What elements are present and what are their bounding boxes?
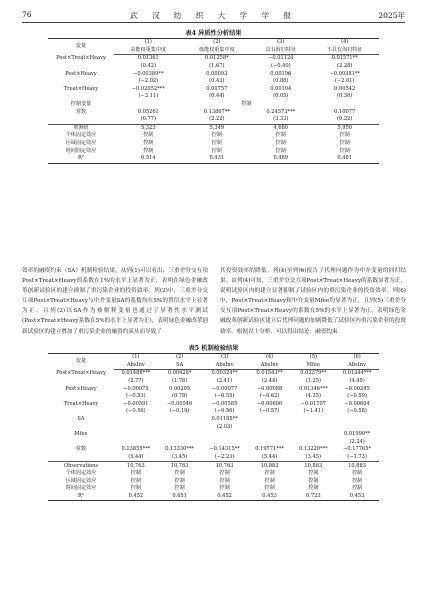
table-cell: 0.00196 <box>270 70 292 77</box>
row-label: Post×Heavy <box>65 70 97 77</box>
table-cell: (−0.62) <box>259 393 280 400</box>
table4 <box>48 38 379 164</box>
table-cell: (3.45) <box>171 453 188 460</box>
table-row <box>48 470 379 478</box>
table-cell: (−2.02) <box>138 78 159 85</box>
table-row <box>48 378 379 386</box>
table-cell: 控制 <box>241 101 252 107</box>
header-row <box>48 354 379 362</box>
table5 <box>48 353 379 501</box>
column-number: (3) <box>202 354 248 362</box>
table-cell: 0.01488*** <box>121 370 151 377</box>
table-row <box>48 423 379 431</box>
table-cell: 0.00104 <box>270 85 292 92</box>
table-cell <box>248 431 292 439</box>
table-cell: 0.13330*** <box>165 446 194 453</box>
table-cell <box>248 423 292 431</box>
row-label: Treat×Heavy <box>63 400 99 407</box>
table-cell: (2.22) <box>209 116 225 123</box>
page-number: 76 <box>22 10 32 19</box>
table-cell: 0.01258* <box>205 55 229 62</box>
column-header-variable: 变量 <box>48 354 114 370</box>
table-cell: 控制 <box>174 477 185 484</box>
table-cell: −0.00585 <box>211 400 238 407</box>
table-cell: (3.33) <box>273 116 289 123</box>
row-label: SA <box>77 416 85 422</box>
table-cell: 5,950 <box>310 124 379 132</box>
table-cell: 0.431 <box>183 155 252 163</box>
column-name: 不具有海归特征 <box>310 47 379 55</box>
row-label: 区域固定效应 <box>65 139 97 146</box>
table-cell: 0.00093 <box>206 70 228 77</box>
table-cell <box>291 439 335 447</box>
table-cell: (−0.55) <box>214 393 235 400</box>
table-cell: (−1.73) <box>347 453 367 460</box>
row-label: 观测值 <box>48 124 114 132</box>
table-cell: (2.28) <box>337 63 353 70</box>
table-row <box>48 63 379 71</box>
table-cell: −0.00285 <box>344 385 370 392</box>
table-cell: 控制 <box>211 139 222 146</box>
table-cell: (−0.53) <box>126 393 146 400</box>
table-cell: (4.45) <box>349 378 365 385</box>
table-cell: (1.78) <box>171 378 188 385</box>
table-cell: 0.24573*** <box>266 108 296 115</box>
table-cell: 0.01346*** <box>298 385 328 392</box>
table-row <box>48 462 379 470</box>
row-label: Treat×Heavy <box>63 85 99 92</box>
table-row <box>48 140 379 148</box>
row-label: 个体固定效应 <box>65 132 97 139</box>
table-cell: 控制 <box>219 477 230 484</box>
table-cell: (2.03) <box>216 423 233 430</box>
table-cell: (0.44) <box>209 93 225 100</box>
table-cell: 5,323 <box>114 124 183 132</box>
table-cell: 控制 <box>275 147 286 154</box>
table-cell: 0.651 <box>158 493 202 501</box>
table-cell <box>335 416 379 424</box>
row-label: 区域固定效应 <box>65 477 97 484</box>
column-number: (2) <box>183 39 252 47</box>
table-cell: (−3.11) <box>138 93 159 100</box>
table-cell: 0.13220*** <box>298 446 328 453</box>
table-cell: (3.45) <box>305 453 321 460</box>
table-cell: (4.35) <box>305 393 321 400</box>
table-cell: 0.481 <box>310 155 379 163</box>
column-name: SA <box>158 362 202 370</box>
table-cell: 控制 <box>174 470 185 477</box>
table4-caption: 表4 异质性分析结果 <box>185 30 242 37</box>
table-row <box>48 385 379 393</box>
table-cell: 控制 <box>339 147 350 154</box>
table-cell: 控制 <box>339 132 350 139</box>
table-cell: −0.01124 <box>268 55 294 62</box>
table-row <box>48 431 379 439</box>
column-number: (1) <box>114 354 158 362</box>
table-cell: 0.01990** <box>344 431 371 438</box>
table-cell: (1.67) <box>209 63 225 70</box>
table-cell: 控制 <box>130 470 141 477</box>
table-row <box>48 78 379 86</box>
column-number: (6) <box>335 354 379 362</box>
journal-year: 2025年 <box>378 11 405 20</box>
table-cell: 10,763 <box>158 462 202 470</box>
column-name: Mfee <box>291 362 335 370</box>
table-cell: 0.453 <box>335 493 379 501</box>
table-cell: (−0.19) <box>169 408 190 415</box>
row-label: 常数 <box>75 446 87 453</box>
table-cell: −0.00600 <box>256 400 283 407</box>
table-cell: (0.42) <box>140 63 156 70</box>
paragraph-right: 其投资效率的降低。列(4)至列(6)报告了代理问题作为中介变量的回归结果。由列(4)可知，三重差分交互项Post×Treat×Heavy的系数显著为正，说明试验区内的建立显著抑制了试验区内的重污染企业的投资效率。列(6)中，Post×Treat×Heavy和中介变量Mfee均显著为正，且列(5)三重差分交互项Post×Treat×Heavy的系数在5%的水平上显著为正，表明绿色金融改革创新试验区建立后代理问题的加剧降低了试验区内重污染企业的投资效率。根据以上分析，可以得出结论：融资约束 <box>220 268 406 335</box>
table-cell: 0.01185** <box>211 416 238 422</box>
row-label: Post×Treat×Heavy <box>56 55 106 62</box>
table-row <box>48 70 379 78</box>
column-name: AbsInv <box>114 362 158 370</box>
table-cell <box>248 439 292 447</box>
column-number: (2) <box>158 354 202 362</box>
table-cell: (−0.57) <box>259 408 280 415</box>
table-cell: (5.44) <box>261 453 278 460</box>
table-cell: 0.00324** <box>211 370 238 377</box>
table-cell <box>114 416 158 424</box>
table-cell: −0.00591 <box>123 400 149 407</box>
table-cell: 0.723 <box>291 493 335 501</box>
column-number: (4) <box>248 354 292 362</box>
row-label <box>48 116 114 124</box>
table-cell: 控制 <box>143 139 154 146</box>
column-number: (5) <box>291 354 335 362</box>
table-row <box>48 155 379 163</box>
table-row <box>48 439 379 447</box>
table-cell: −0.00389** <box>133 70 164 77</box>
table-cell <box>291 431 335 439</box>
row-label: R² <box>48 493 114 501</box>
table-row <box>48 408 379 416</box>
table-cell: 5,349 <box>183 124 252 132</box>
table-cell: 0.489 <box>251 155 310 163</box>
column-name: AbsInv <box>335 362 379 370</box>
table-cell: 10,763 <box>202 462 248 470</box>
table-cell: 0.05261 <box>137 108 159 115</box>
table-cell: 0.01571** <box>331 55 358 62</box>
table-cell: 10,883 <box>248 462 292 470</box>
table-cell: 控制 <box>130 485 141 492</box>
table-cell: −0.00088 <box>256 385 283 392</box>
table-row <box>48 132 379 140</box>
table-cell: 控制 <box>130 477 141 484</box>
row-label: Post×Treat×Heavy <box>56 370 106 377</box>
table-cell: 控制 <box>211 132 222 139</box>
table-cell: (1.25) <box>305 378 321 385</box>
table-cell: 0.452 <box>114 493 158 501</box>
table-cell <box>335 423 379 431</box>
table-row <box>48 485 379 493</box>
table-cell: (0.77) <box>140 116 156 123</box>
table-cell: 4,680 <box>251 124 310 132</box>
table-cell: 控制 <box>143 132 154 139</box>
table-row <box>48 401 379 409</box>
table-cell: −0.00075 <box>123 385 149 392</box>
table-cell: 控制 <box>352 477 363 484</box>
table-cell: 0.13867** <box>203 108 230 115</box>
table-cell: 控制 <box>264 485 275 492</box>
table-cell: 控制 <box>308 470 319 477</box>
table-cell: (−0.59) <box>347 393 367 400</box>
table-cell: 控制 <box>275 139 286 146</box>
table-row <box>48 493 379 501</box>
row-label: 时间固定效应 <box>65 485 97 492</box>
table-cell: (−0.56) <box>214 408 235 415</box>
table-cell <box>202 439 248 447</box>
table-cell: 控制 <box>264 477 275 484</box>
body-text-right <box>220 266 406 337</box>
column-number: (1) <box>114 39 183 47</box>
table-cell: 0.01344*** <box>342 370 372 377</box>
row-label <box>48 454 114 462</box>
row-label <box>48 378 114 386</box>
table-cell: 0.514 <box>114 155 183 163</box>
row-label: 个体固定效应 <box>65 470 97 477</box>
row-label: 时间固定效应 <box>65 147 97 154</box>
table-cell: 0.00757 <box>206 85 228 92</box>
row-label: Observations <box>48 462 114 470</box>
row-label: Mfee <box>74 431 88 438</box>
table-cell: −0.01707 <box>300 400 326 407</box>
table-cell: 10,883 <box>335 462 379 470</box>
table-row <box>48 124 379 132</box>
table-cell: −0.14315** <box>209 446 240 453</box>
row-label: 常数 <box>75 108 87 115</box>
paragraph-left: 效率的融资约束（SA）机制检验结果。从列(1)可以看出，三重差分交互项Post×Treat×Heavy的系数在1%的水平上显著为正，表明在绿色金融改革创新试验区的建立抑制了重污染企业的投资效率。列(2)中，三重差分交互项Post×Treat×Heavy与中介变量SA的系数均在5%的置信水平上显著为正，且列(2)以SA作为被解释变量也通过了显著性水平测试(Post×Treat×Heavy系数在5%的水平上显著为正)，表明绿色金融改革创新试验区的建立增加了重污染企业的融资约束从而导致了 <box>22 268 208 335</box>
table-cell <box>291 416 335 424</box>
row-label: 控制变量 <box>70 101 92 107</box>
table-cell <box>158 423 202 431</box>
column-name: 低能权重集中度 <box>183 47 252 55</box>
table-cell: 控制 <box>352 485 363 492</box>
table-cell: 控制 <box>352 470 363 477</box>
column-number: (4) <box>310 39 379 47</box>
table-row <box>48 446 379 454</box>
table-cell: (−0.40) <box>270 63 291 70</box>
table-cell: (0.22) <box>337 116 353 123</box>
table-cell: −0.02052*** <box>131 85 165 92</box>
table-row <box>48 478 379 486</box>
row-label <box>48 439 114 447</box>
table-row <box>48 116 379 124</box>
table-cell: −0.00077 <box>211 385 238 392</box>
table-cell: −0.17765* <box>343 446 372 453</box>
journal-name: 武 汉 纺 织 大 学 学 报 <box>130 11 297 20</box>
table-cell: (0.05) <box>273 93 289 100</box>
table-cell: (0.78) <box>171 393 188 400</box>
table-cell: (2.44) <box>261 378 278 385</box>
table-row <box>48 55 379 63</box>
table-cell: 0.13855*** <box>121 446 151 453</box>
row-label: R² <box>48 155 114 163</box>
table-cell: 控制 <box>275 132 286 139</box>
table-cell: 控制 <box>143 147 154 154</box>
table-cell: 10,883 <box>291 462 335 470</box>
controls-row <box>48 101 379 109</box>
column-header-variable: 变量 <box>48 39 114 55</box>
table-cell: (5.44) <box>128 453 144 460</box>
table5-caption: 表5 机制检验结果 <box>188 345 239 352</box>
table-cell: 控制 <box>219 485 230 492</box>
table-cell: (−0.58) <box>347 408 367 415</box>
table-cell: 0.01543** <box>256 370 283 377</box>
table-cell <box>248 416 292 424</box>
table-cell: 0.00205 <box>169 385 191 392</box>
table-cell: (0.43) <box>209 78 225 85</box>
table-cell <box>291 423 335 431</box>
table-cell <box>114 431 158 439</box>
table-row <box>48 370 379 378</box>
table-cell: −0.00604 <box>344 400 370 407</box>
table-row <box>48 108 379 116</box>
column-name: 具有海归特征 <box>251 47 310 55</box>
table-cell: 0.00542 <box>334 85 356 92</box>
table-row <box>48 454 379 462</box>
table-cell: 0.19771*** <box>255 446 284 453</box>
table-cell <box>158 439 202 447</box>
row-label <box>48 93 114 101</box>
column-number: (3) <box>251 39 310 47</box>
table-cell: (−2.23) <box>214 453 235 460</box>
table-cell: −0.00546 <box>166 400 193 407</box>
table-cell <box>114 439 158 447</box>
table-cell: 10,763 <box>114 462 158 470</box>
body-text-left <box>22 266 208 337</box>
table-cell: 控制 <box>308 485 319 492</box>
table-row <box>48 147 379 155</box>
row-label <box>48 408 114 416</box>
row-label <box>48 63 114 71</box>
row-label <box>48 423 114 431</box>
running-header <box>22 10 405 23</box>
table-cell: (0.88) <box>273 78 289 85</box>
table-cell <box>158 431 202 439</box>
table-row <box>48 416 379 424</box>
table-cell <box>158 416 202 424</box>
table-cell: 0.01361 <box>137 55 159 62</box>
table-cell: (2.77) <box>128 378 144 385</box>
table-row <box>48 393 379 401</box>
table-cell <box>114 423 158 431</box>
row-label <box>48 78 114 86</box>
column-name: 高能权重集中度 <box>114 47 183 55</box>
table-cell: (2.41) <box>216 378 233 385</box>
table-cell: 控制 <box>174 485 185 492</box>
header-row <box>48 39 379 47</box>
table-cell: (−2.01) <box>334 78 355 85</box>
row-label <box>48 393 114 401</box>
table-cell: (0.36) <box>337 93 353 100</box>
table-cell: (2.24) <box>349 438 365 445</box>
table-cell: 控制 <box>211 147 222 154</box>
table-cell: 0.00428* <box>167 370 192 377</box>
table-cell: (−1.41) <box>303 408 324 415</box>
table-cell: (−0.56) <box>126 408 146 415</box>
table-cell <box>202 431 248 439</box>
table-row <box>48 93 379 101</box>
table-cell: 控制 <box>308 477 319 484</box>
table-cell: 控制 <box>264 470 275 477</box>
table-cell: 0.453 <box>248 493 292 501</box>
table-cell: 0.02379** <box>300 370 327 377</box>
table-cell: 0.452 <box>202 493 248 501</box>
column-name: AbsInv <box>248 362 292 370</box>
table-cell: 控制 <box>219 470 230 477</box>
column-name: AbsInv <box>202 362 248 370</box>
row-label: Post×Heavy <box>65 385 97 392</box>
table-cell: 控制 <box>339 139 350 146</box>
table-cell: −0.00381** <box>329 70 360 77</box>
table-cell: 0.10077 <box>334 108 356 115</box>
